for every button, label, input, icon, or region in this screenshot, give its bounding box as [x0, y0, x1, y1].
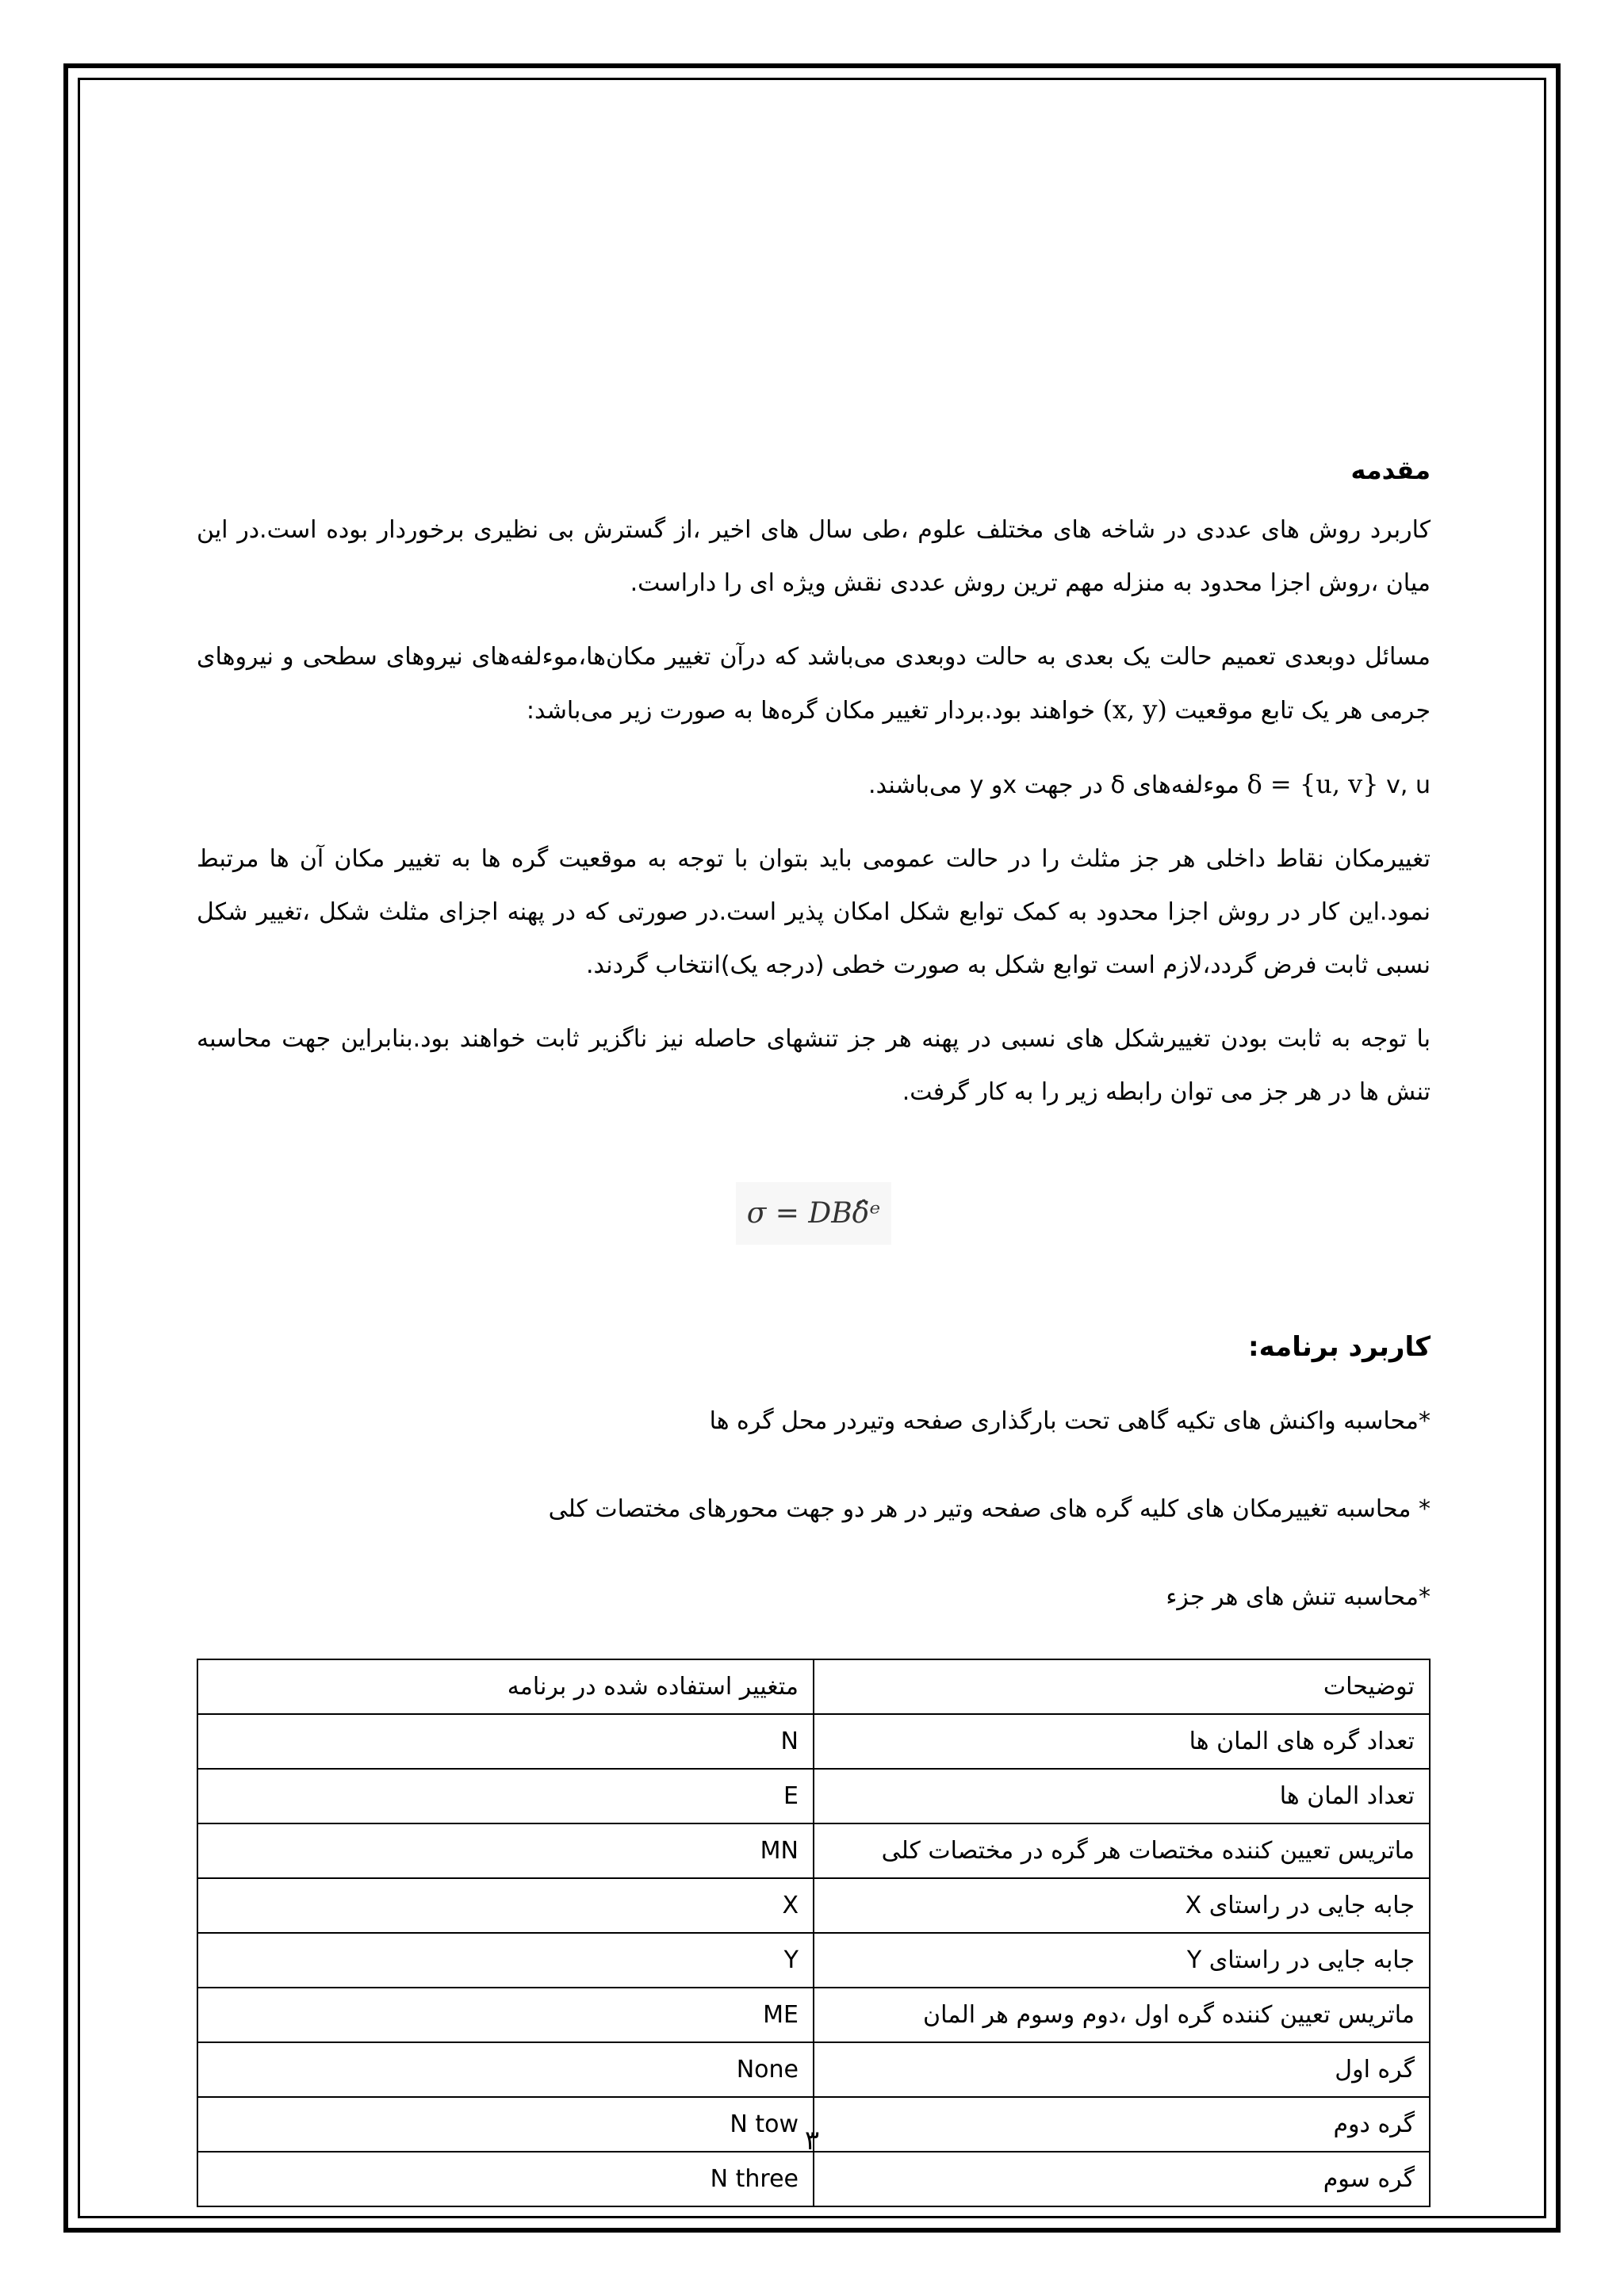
row-description: گره دوم — [814, 2097, 1430, 2152]
row-variable: E — [197, 1769, 814, 1823]
usage-bullet-1: *محاسبه واکنش های تکیه گاهی تحت بارگذاری صفحه وتیردر محل گره ها — [709, 1407, 1431, 1435]
row-description: ماتریس تعیین کننده گره اول ،دوم وسوم هر المان — [814, 1988, 1430, 2042]
row-description: گره اول — [814, 2042, 1430, 2097]
displacement-vector-line — [197, 758, 1431, 812]
row-variable: N three — [197, 2152, 814, 2206]
row-variable: None — [197, 2042, 814, 2097]
table-row — [197, 2042, 1430, 2097]
stress-formula: σ = DBδ̂ᵉ — [736, 1182, 892, 1245]
table-header-row — [197, 1659, 1430, 1714]
page-number: ۳ — [804, 2125, 820, 2156]
row-description: جابه جایی در راستای X — [814, 1878, 1430, 1933]
usage-bullet-2: * محاسبه تغییرمکان های کلیه گره های صفحه وتیر در هر دو جهت محورهای مختصات کلی — [548, 1495, 1431, 1523]
header-description: توضیحات — [814, 1659, 1430, 1714]
table-row — [197, 1878, 1430, 1933]
row-variable: Y — [197, 1933, 814, 1988]
section-heading: مقدمه — [1350, 455, 1431, 485]
usage-bullet-3: *محاسبه تنش های هر جزء — [1166, 1583, 1431, 1611]
intro-paragraph-2-text-a: مسائل دوبعدی تعمیم حالت یک بعدی به حالت دوبعدی می‌باشد که درآن تغییر مکان‌ها،موءلفه‌های نیروهای سطحی و نیروهای جرمی هر یک تابع موقعیت — [197, 643, 1431, 725]
row-variable: MN — [197, 1823, 814, 1878]
table-row — [197, 1988, 1430, 2042]
row-description: گره سوم — [814, 2152, 1430, 2206]
row-description: تعداد گره های المان ها — [814, 1714, 1430, 1769]
intro-paragraph-1: کاربرد روش های عددی در شاخه های مختلف علوم ،طی سال های اخیر ،از گسترش بی نظیری برخوردار بوده است.در این میان ،روش اجزا محدود به منزله مهم ترین روش عددی نقش ویژه ای را داراست. — [197, 516, 1431, 597]
row-variable: N tow — [197, 2097, 814, 2152]
table-row — [197, 1714, 1430, 1769]
intro-paragraph-2-text-b: خواهند بود.بردار تغییر مکان گره‌ها به صورت زیر می‌باشد: — [526, 697, 1103, 725]
intro-paragraph-2 — [197, 630, 1431, 737]
table-row — [197, 2152, 1430, 2206]
table-row — [197, 1769, 1430, 1823]
row-description: ماتریس تعیین کننده مختصات هر گره در مختصات کلی — [814, 1823, 1430, 1878]
displacement-vector-text: v, u موءلفه‌های δ در جهت xو y می‌باشند. — [868, 771, 1431, 799]
program-usage-heading: کاربرد برنامه: — [1247, 1331, 1431, 1363]
row-description: تعداد المان ها — [814, 1769, 1430, 1823]
position-function-math: (x, y) — [1102, 695, 1167, 725]
header-variable: متغییر استفاده شده در برنامه — [197, 1659, 814, 1714]
table-row — [197, 1933, 1430, 1988]
intro-paragraph-3: تغییرمکان نقاط داخلی هر جز مثلث را در حالت عمومی باید بتوان با توجه به موقعیت گره ها به تغییر مکان آن ها مرتبط نمود.این کار در روش اجزا محدود به کمک توابع شکل امکان پذیر است.در صورتی که در پهنه اجزای مثلث شکل ،تغییر شکل نسبی ثابت فرض گردد،لازم است توابع شکل به صورت خطی (درجه یک)انتخاب گردند. — [197, 845, 1431, 979]
row-variable: ME — [197, 1988, 814, 2042]
stress-formula-image — [197, 1182, 1431, 1245]
row-variable: X — [197, 1878, 814, 1933]
page-content — [197, 444, 1431, 2207]
row-description: جابه جایی در راستای Y — [814, 1933, 1430, 1988]
table-row — [197, 1823, 1430, 1878]
row-variable: N — [197, 1714, 814, 1769]
displacement-vector-math: δ = {u, v} — [1247, 769, 1379, 799]
intro-paragraph-4: با توجه به ثابت بودن تغییرشکل های نسبی در پهنه هر جز تنشهای حاصله نیز ناگزیر ثابت خواهند بود.بنابراین جهت محاسبه تنش ها در هر جز می توان رابطه زیر را به کار گرفت. — [197, 1025, 1431, 1106]
